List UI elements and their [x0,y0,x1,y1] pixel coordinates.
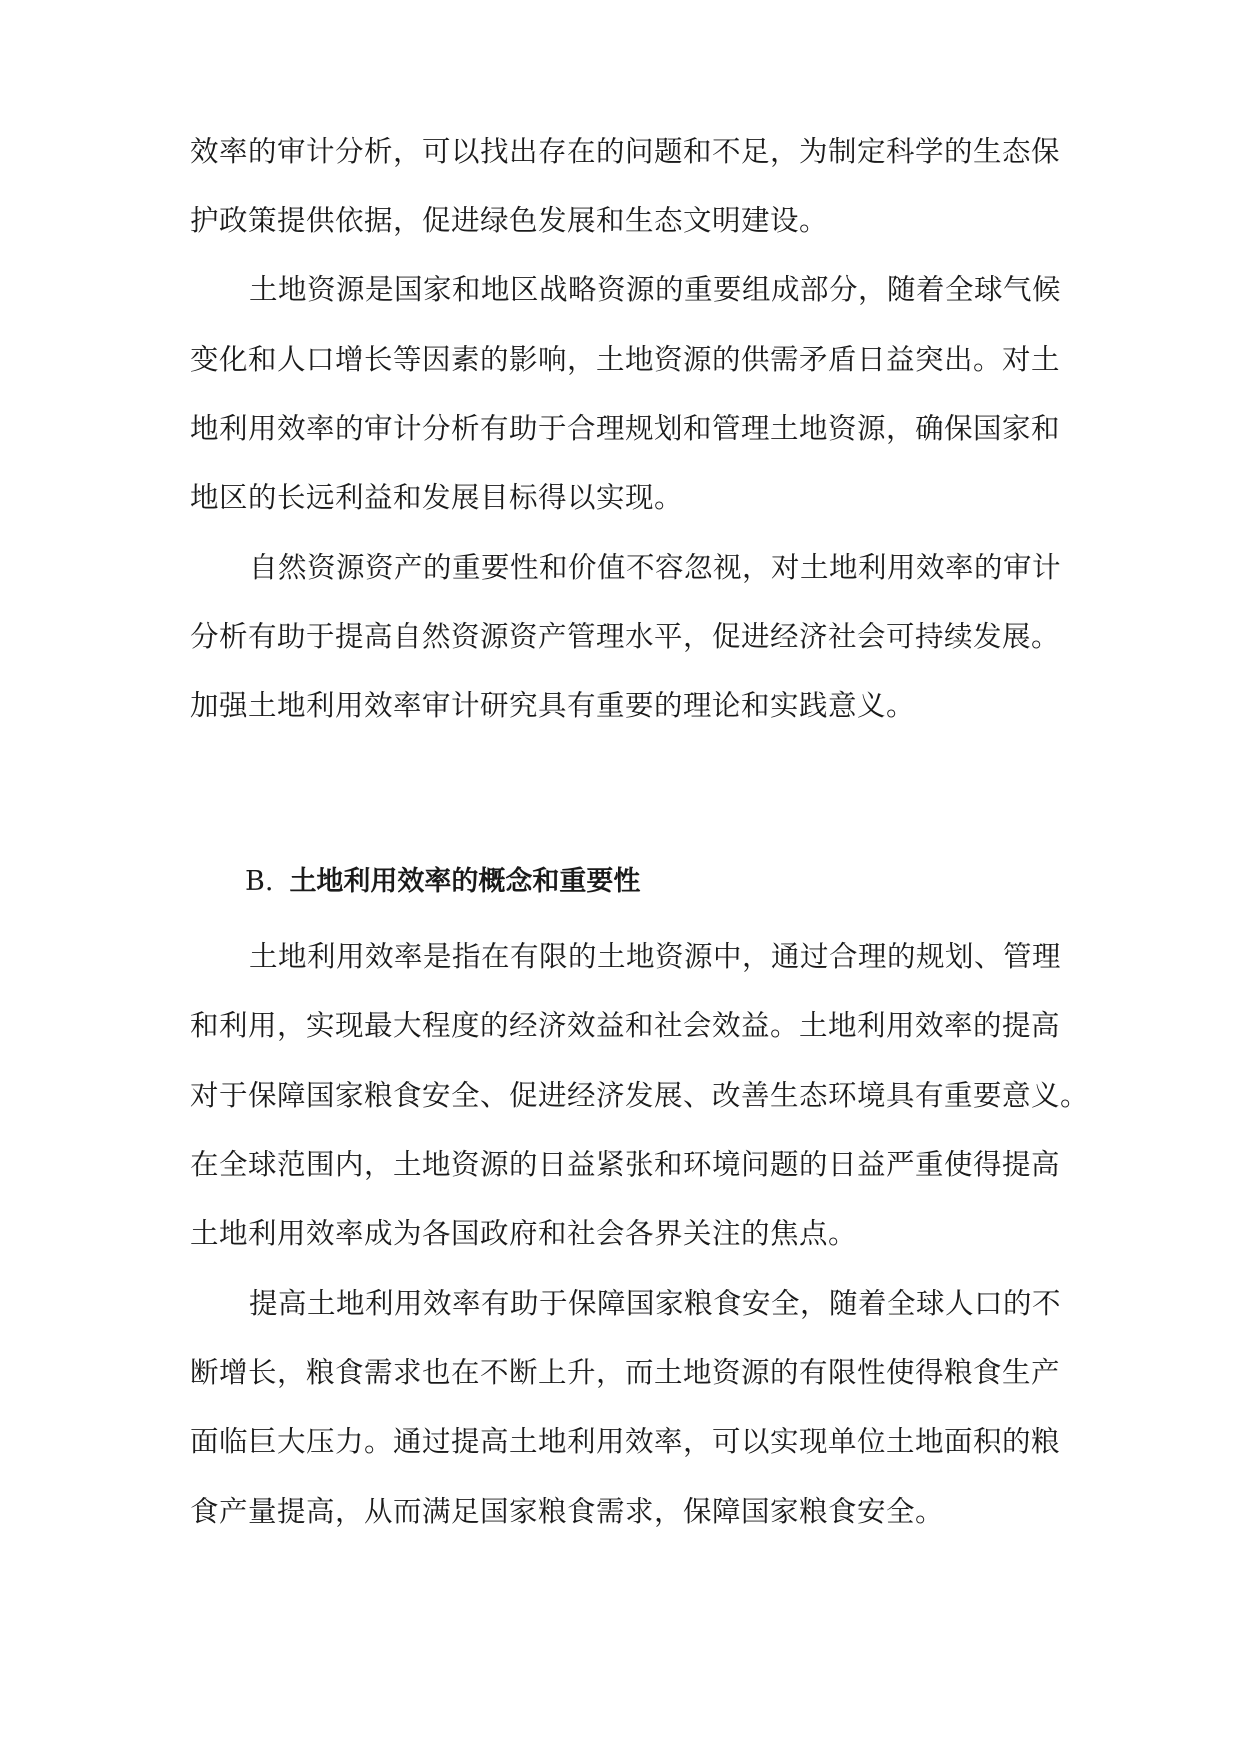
paragraph-line: 在全球范围内，土地资源的日益紧张和环境问题的日益严重使得提高 [190,1148,1061,1181]
paragraph-line: 变化和人口增长等因素的影响，土地资源的供需矛盾日益突出。对土 [190,343,1061,376]
paragraph-line: 食产量提高，从而满足国家粮食需求，保障国家粮食安全。 [190,1495,945,1528]
paragraph-line: 护政策提供依据，促进绿色发展和生态文明建设。 [190,204,829,237]
paragraph-line: 分析有助于提高自然资源资产管理水平，促进经济社会可持续发展。 [190,620,1061,653]
paragraph-line: 土地利用效率是指在有限的土地资源中，通过合理的规划、管理 [249,940,1062,973]
paragraph-line: 加强土地利用效率审计研究具有重要的理论和实践意义。 [190,689,916,722]
paragraph-line: 地利用效率的审计分析有助于合理规划和管理土地资源，确保国家和 [190,412,1061,445]
paragraph-line: 土地利用效率成为各国政府和社会各界关注的焦点。 [190,1217,858,1250]
section-heading [245,862,640,902]
paragraph-line: 和利用，实现最大程度的经济效益和社会效益。土地利用效率的提高 [190,1009,1061,1042]
paragraph-line: 断增长，粮食需求也在不断上升，而土地资源的有限性使得粮食生产 [190,1356,1061,1389]
paragraph-line: 土地资源是国家和地区战略资源的重要组成部分，随着全球气候 [249,273,1062,306]
section-title: 土地利用效率的概念和重要性 [289,866,641,897]
paragraph-line: 效率的审计分析，可以找出存在的问题和不足，为制定科学的生态保 [190,135,1061,168]
paragraph-line: 面临巨大压力。通过提高土地利用效率，可以实现单位土地面积的粮 [190,1425,1061,1458]
paragraph-line: 自然资源资产的重要性和价值不容忽视，对土地利用效率的审计 [249,551,1062,584]
section-number: B. [245,866,274,897]
paragraph-line: 对于保障国家粮食安全、促进经济发展、改善生态环境具有重要意义。 [190,1079,1090,1112]
paragraph-line: 地区的长远利益和发展目标得以实现。 [190,481,684,514]
paragraph-line: 提高土地利用效率有助于保障国家粮食安全，随着全球人口的不 [249,1287,1062,1320]
